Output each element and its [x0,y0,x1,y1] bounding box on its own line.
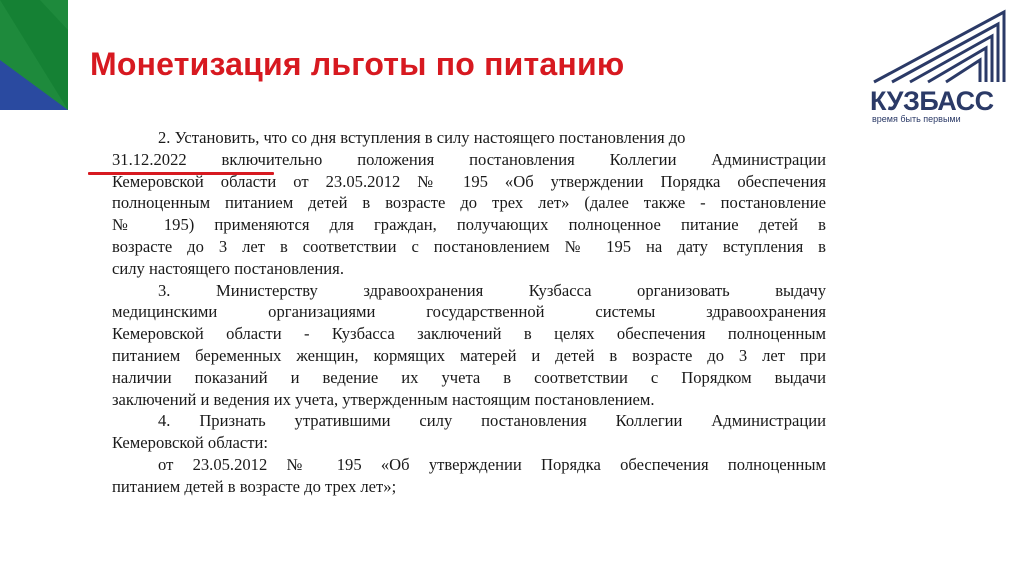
doc-line: Кемеровской области - Кузбасса заключений в целях обеспечения полноценным [112,324,826,344]
doc-line: питанием беременных женщин, кормящих матерей и детей в возрасте до 3 лет при [112,345,826,365]
doc-line: 2. Установить, что со дня вступления в силу настоящего постановления до [158,128,686,147]
logo-mark-icon [862,8,1022,88]
doc-line: 3. Министерству здравоохранения Кузбасса организовать выдачу [158,280,826,300]
logo-wordmark: КУЗБАСС [870,86,994,116]
doc-line: силу настоящего постановления. [112,258,344,278]
doc-line: Кемеровской области: [112,433,268,453]
doc-line: медицинскими организациями государственной системы здравоохранения [112,302,826,322]
doc-line: возрасте до 3 лет в соответствии с постановлением № 195 на дату вступления в [112,236,826,256]
doc-line: от 23.05.2012 № 195 «Об утверждении Порядка обеспечения полноценным [158,454,826,474]
slide-title: Монетизация льготы по питанию [90,46,625,82]
doc-line: № 195) применяются для граждан, получающих полноценное питание детей в [112,215,826,235]
doc-line: полноценным питанием детей в возрасте до трех лет» (далее также - постановление [112,193,826,213]
document-excerpt [112,127,826,498]
doc-line: 31.12.2022 включительно положения постановления Коллегии Администрации [112,149,826,169]
doc-line: наличии показаний и ведение их учета в соответствии с Порядком выдачи [112,367,826,387]
doc-line: 4. Признать утратившими силу постановления Коллегии Администрации [158,411,826,431]
doc-line: заключений и ведения их учета, утвержденным настоящим постановлением. [112,389,655,409]
corner-decoration [0,0,68,110]
doc-line: Кемеровской области от 23.05.2012 № 195 «Об утверждении Порядка обеспечения [112,171,826,191]
doc-line: питанием детей в возрасте до трех лет»; [112,476,397,496]
kuzbass-logo [862,8,1022,128]
logo-slogan: время быть первыми [872,114,961,124]
